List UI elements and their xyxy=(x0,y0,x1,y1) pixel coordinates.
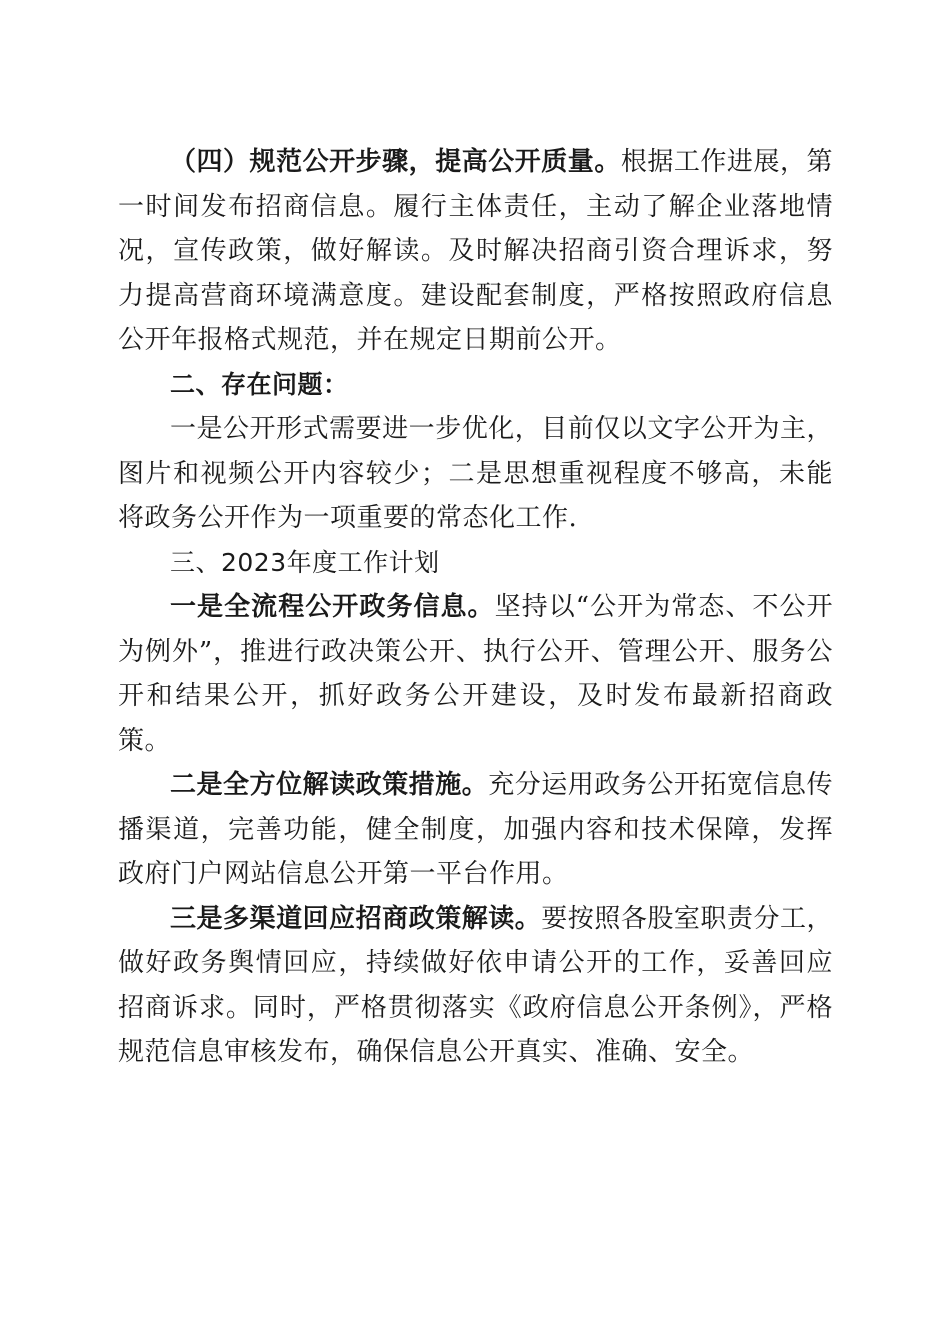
heading-work-plan: 三、2023年度工作计划 xyxy=(170,547,440,577)
paragraph-text: 坚持以“公开为常态、不公开为例外”，推进行政决策公开、执行公开、管理公开、服务公开和结果公开，抓好政务公开建设，及时发布最新招商政策。 xyxy=(118,592,833,756)
paragraph-lead: （四）规范公开步骤，提高公开质量。 xyxy=(170,147,621,177)
paragraph-plan-three xyxy=(118,897,833,1075)
document-body xyxy=(118,140,833,1075)
paragraph-section-four xyxy=(118,140,833,363)
paragraph-lead: 三是多渠道回应招商政策解读。 xyxy=(170,903,542,934)
paragraph-plan-one xyxy=(118,585,833,763)
heading-existing-problems: 二、存在问题： xyxy=(170,369,349,399)
paragraph-lead: 二是全方位解读政策措施。 xyxy=(170,770,489,800)
paragraph-problems: 一是公开形式需要进一步优化，目前仅以文字公开为主，图片和视频公开内容较少；二是思想重视程度不够高，未能将政务公开作为一项重要的常态化工作. xyxy=(118,414,833,533)
paragraph-lead: 一是全流程公开政务信息。 xyxy=(170,592,495,622)
paragraph-text: 充分运用政务公开拓宽信息传播渠道，完善功能，健全制度，加强内容和技术保障，发挥政府门户网站信息公开第一平台作用。 xyxy=(118,770,833,889)
paragraph-text: 根据工作进展，第一时间发布招商信息。履行主体责任，主动了解企业落地情况，宣传政策，做好解读。及时解决招商引资合理诉求，努力提高营商环境满意度。建设配套制度，严格按照政府信息公开年报格式规范，并在规定日期前公开。 xyxy=(118,147,833,355)
paragraph-plan-two xyxy=(118,763,833,897)
paragraph-text: 要按照各股室职责分工，做好政务舆情回应，持续做好依申请公开的工作，妥善回应招商诉求。同时，严格贯彻落实《政府信息公开条例》，严格规范信息审核发布，确保信息公开真实、准确、安全。 xyxy=(118,903,833,1067)
